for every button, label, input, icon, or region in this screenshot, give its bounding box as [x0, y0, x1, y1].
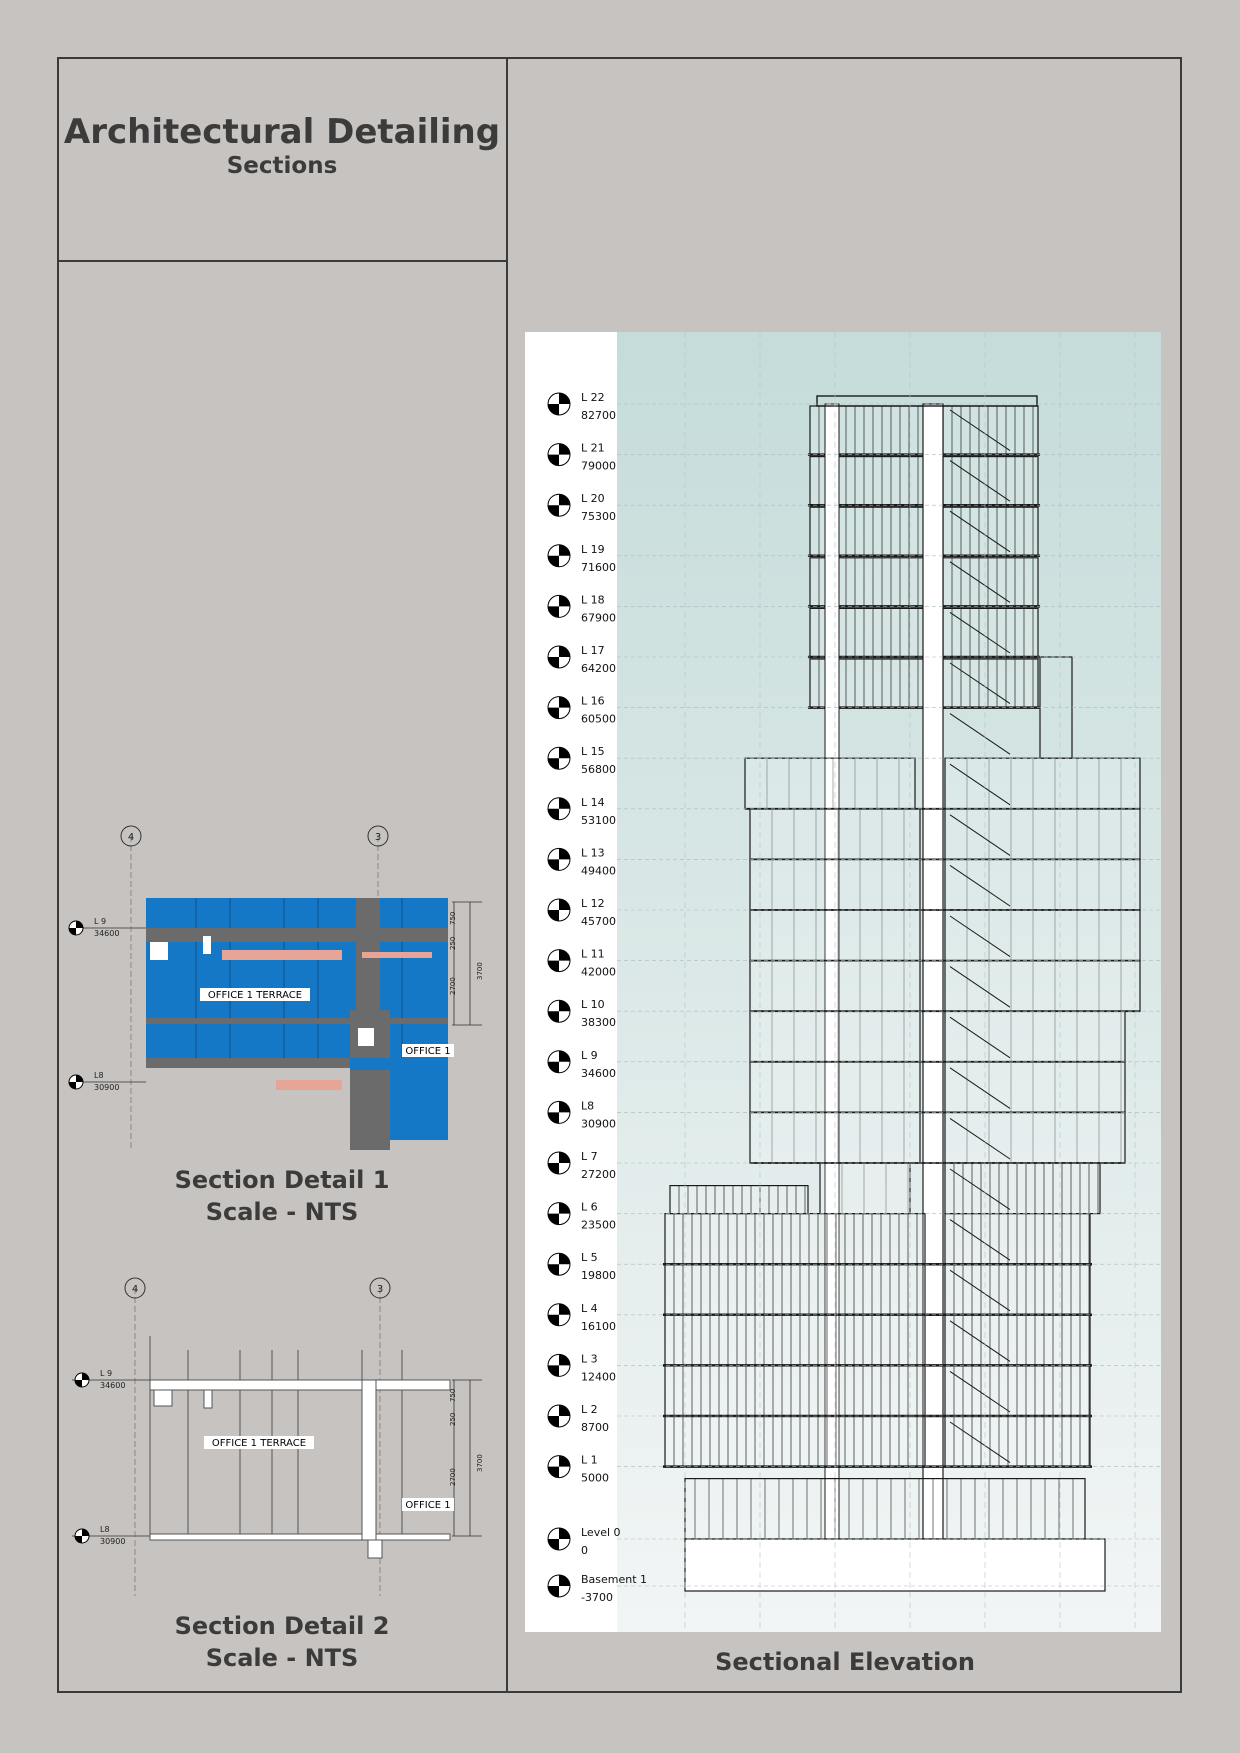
- detail2-dim-3: 2700: [449, 1468, 457, 1486]
- sheet-subtitle: Sections: [226, 153, 338, 179]
- elevation-level-name: L 19: [581, 542, 605, 556]
- level-marker-icon: [548, 1528, 570, 1550]
- level-marker-icon: [548, 494, 570, 516]
- level-marker-icon: [548, 595, 570, 617]
- level-marker-icon: [548, 1405, 570, 1427]
- elevation-level-name: Level 0: [581, 1526, 621, 1539]
- detail2-dim-4: 3700: [476, 1454, 484, 1472]
- elevation-level-name: L 16: [581, 694, 605, 708]
- level-marker-icon: [69, 921, 83, 935]
- level-marker-icon: [548, 1354, 570, 1376]
- elevation-level-name: L 2: [581, 1403, 598, 1416]
- level-marker-icon: [69, 1075, 83, 1089]
- title-block: [57, 112, 507, 180]
- detail2-level-bottom-name: L8: [100, 1525, 110, 1534]
- level-marker-icon: [548, 545, 570, 567]
- detail2-grid-left: 4: [131, 1284, 139, 1295]
- elevation-level-name: L 7: [581, 1150, 598, 1163]
- detail1-level-top-name: L 9: [94, 917, 107, 926]
- detail1-dim-3: 2700: [449, 977, 457, 995]
- detail2-room-terrace: OFFICE 1 TERRACE: [211, 1438, 307, 1449]
- detail2-level-bottom-value: 30900: [100, 1537, 126, 1546]
- elevation-level-value: 12400: [581, 1370, 616, 1384]
- elevation-level-value: 8700: [581, 1421, 609, 1434]
- elevation-level-value: 75300: [581, 510, 616, 524]
- elevation-level-value: 16100: [581, 1319, 616, 1333]
- level-marker-icon: [548, 1203, 570, 1225]
- elevation-level-name: L 9: [581, 1048, 598, 1062]
- elevation-level-value: 27200: [581, 1168, 616, 1181]
- level-marker-icon: [548, 1575, 570, 1597]
- level-marker-icon: [548, 899, 570, 921]
- detail2-caption-scale: Scale - NTS: [205, 1644, 359, 1672]
- detail2-dim-2: 250: [449, 1412, 457, 1426]
- sectional-elevation-drawing: [525, 332, 1161, 1632]
- elevation-level-name: L 13: [581, 846, 605, 860]
- level-marker-icon: [548, 848, 570, 870]
- level-marker-icon: [548, 1051, 570, 1073]
- level-marker-icon: [548, 444, 570, 466]
- elevation-level-name: L8: [581, 1099, 595, 1113]
- elevation-level-value: 34600: [581, 1066, 616, 1080]
- elevation-level-value: 71600: [581, 560, 616, 574]
- detail1-dim-2: 250: [449, 936, 457, 950]
- level-marker-icon: [548, 1456, 570, 1478]
- detail1-room-office: OFFICE 1: [405, 1046, 451, 1057]
- section-detail-1-drawing: [62, 820, 502, 1150]
- elevation-level-name: L 15: [581, 745, 605, 759]
- detail1-grid-right: 3: [374, 832, 382, 843]
- elevation-level-name: L 17: [581, 644, 605, 657]
- elevation-level-name: L 10: [581, 998, 605, 1012]
- elevation-level-name: L 18: [581, 593, 605, 607]
- sheet-title: Architectural Detailing: [63, 112, 501, 152]
- level-marker-icon: [548, 646, 570, 668]
- elevation-level-value: 56800: [581, 763, 616, 777]
- elevation-level-name: L 6: [581, 1200, 598, 1214]
- level-marker-icon: [548, 1101, 570, 1123]
- detail1-level-bottom-name: L8: [94, 1071, 104, 1080]
- level-marker-icon: [548, 747, 570, 769]
- level-marker-icon: [548, 1304, 570, 1326]
- elevation-level-value: 49400: [581, 864, 616, 878]
- elevation-level-value: 23500: [581, 1218, 616, 1232]
- level-marker-icon: [548, 1152, 570, 1174]
- level-marker-icon: [548, 1253, 570, 1275]
- level-marker-icon: [548, 1000, 570, 1022]
- elevation-caption-title: Sectional Elevation: [715, 1648, 975, 1676]
- sectional-elevation-caption: [508, 1646, 1182, 1678]
- elevation-level-value: 82700: [581, 409, 616, 422]
- elevation-level-value: 5000: [581, 1471, 609, 1485]
- detail2-grid-right: 3: [376, 1284, 384, 1295]
- elevation-level-name: L 14: [581, 795, 605, 809]
- detail2-dim-1: 750: [449, 1388, 457, 1402]
- level-marker-icon: [548, 798, 570, 820]
- detail1-grid-left: 4: [127, 832, 135, 843]
- detail1-caption-title: Section Detail 1: [174, 1166, 390, 1194]
- level-marker-icon: [75, 1529, 89, 1543]
- level-marker-icon: [548, 393, 570, 415]
- title-block-divider: [57, 260, 507, 262]
- sheet-divider-vertical: [506, 57, 508, 1693]
- elevation-level-name: L 4: [581, 1301, 598, 1315]
- elevation-level-value: 19800: [581, 1269, 616, 1283]
- elevation-level-name: L 11: [581, 947, 605, 961]
- detail1-level-bottom-value: 30900: [94, 1083, 120, 1092]
- detail1-level-top-value: 34600: [94, 929, 120, 938]
- detail2-level-top-value: 34600: [100, 1381, 126, 1390]
- detail1-room-terrace: OFFICE 1 TERRACE: [207, 990, 303, 1001]
- section-detail-1-caption: [57, 1164, 507, 1228]
- elevation-level-value: 60500: [581, 712, 616, 726]
- elevation-level-name: Basement 1: [581, 1573, 648, 1586]
- section-detail-2-caption: [57, 1610, 507, 1674]
- elevation-level-name: L 22: [581, 391, 605, 404]
- detail2-caption-title: Section Detail 2: [174, 1612, 390, 1640]
- level-marker-icon: [75, 1373, 89, 1387]
- detail1-blue-fill: [146, 898, 451, 1058]
- elevation-level-value: 30900: [581, 1117, 616, 1131]
- level-marker-icon: [548, 697, 570, 719]
- elevation-level-value: 45700: [581, 915, 616, 928]
- detail1-dim-4: 3700: [476, 962, 484, 980]
- elevation-level-value: -3700: [581, 1591, 613, 1604]
- detail1-caption-scale: Scale - NTS: [205, 1198, 359, 1226]
- elevation-level-value: 42000: [581, 965, 616, 979]
- detail2-level-top-name: L 9: [100, 1369, 113, 1378]
- elevation-level-name: L 21: [581, 441, 605, 455]
- elevation-level-name: L 1: [581, 1453, 598, 1467]
- elevation-level-value: 0: [581, 1544, 588, 1557]
- elevation-level-value: 79000: [581, 459, 616, 473]
- elevation-level-name: L 20: [581, 492, 605, 506]
- elevation-level-value: 67900: [581, 611, 616, 625]
- detail2-room-office: OFFICE 1: [405, 1500, 451, 1511]
- elevation-level-name: L 5: [581, 1251, 598, 1265]
- elevation-level-name: L 3: [581, 1352, 598, 1366]
- elevation-level-name: L 12: [581, 897, 605, 910]
- section-detail-2-drawing: [62, 1276, 502, 1606]
- elevation-level-value: 38300: [581, 1016, 616, 1030]
- detail1-dim-1: 750: [449, 911, 457, 925]
- elevation-level-value: 64200: [581, 662, 616, 675]
- level-marker-icon: [548, 950, 570, 972]
- elevation-level-value: 53100: [581, 813, 616, 827]
